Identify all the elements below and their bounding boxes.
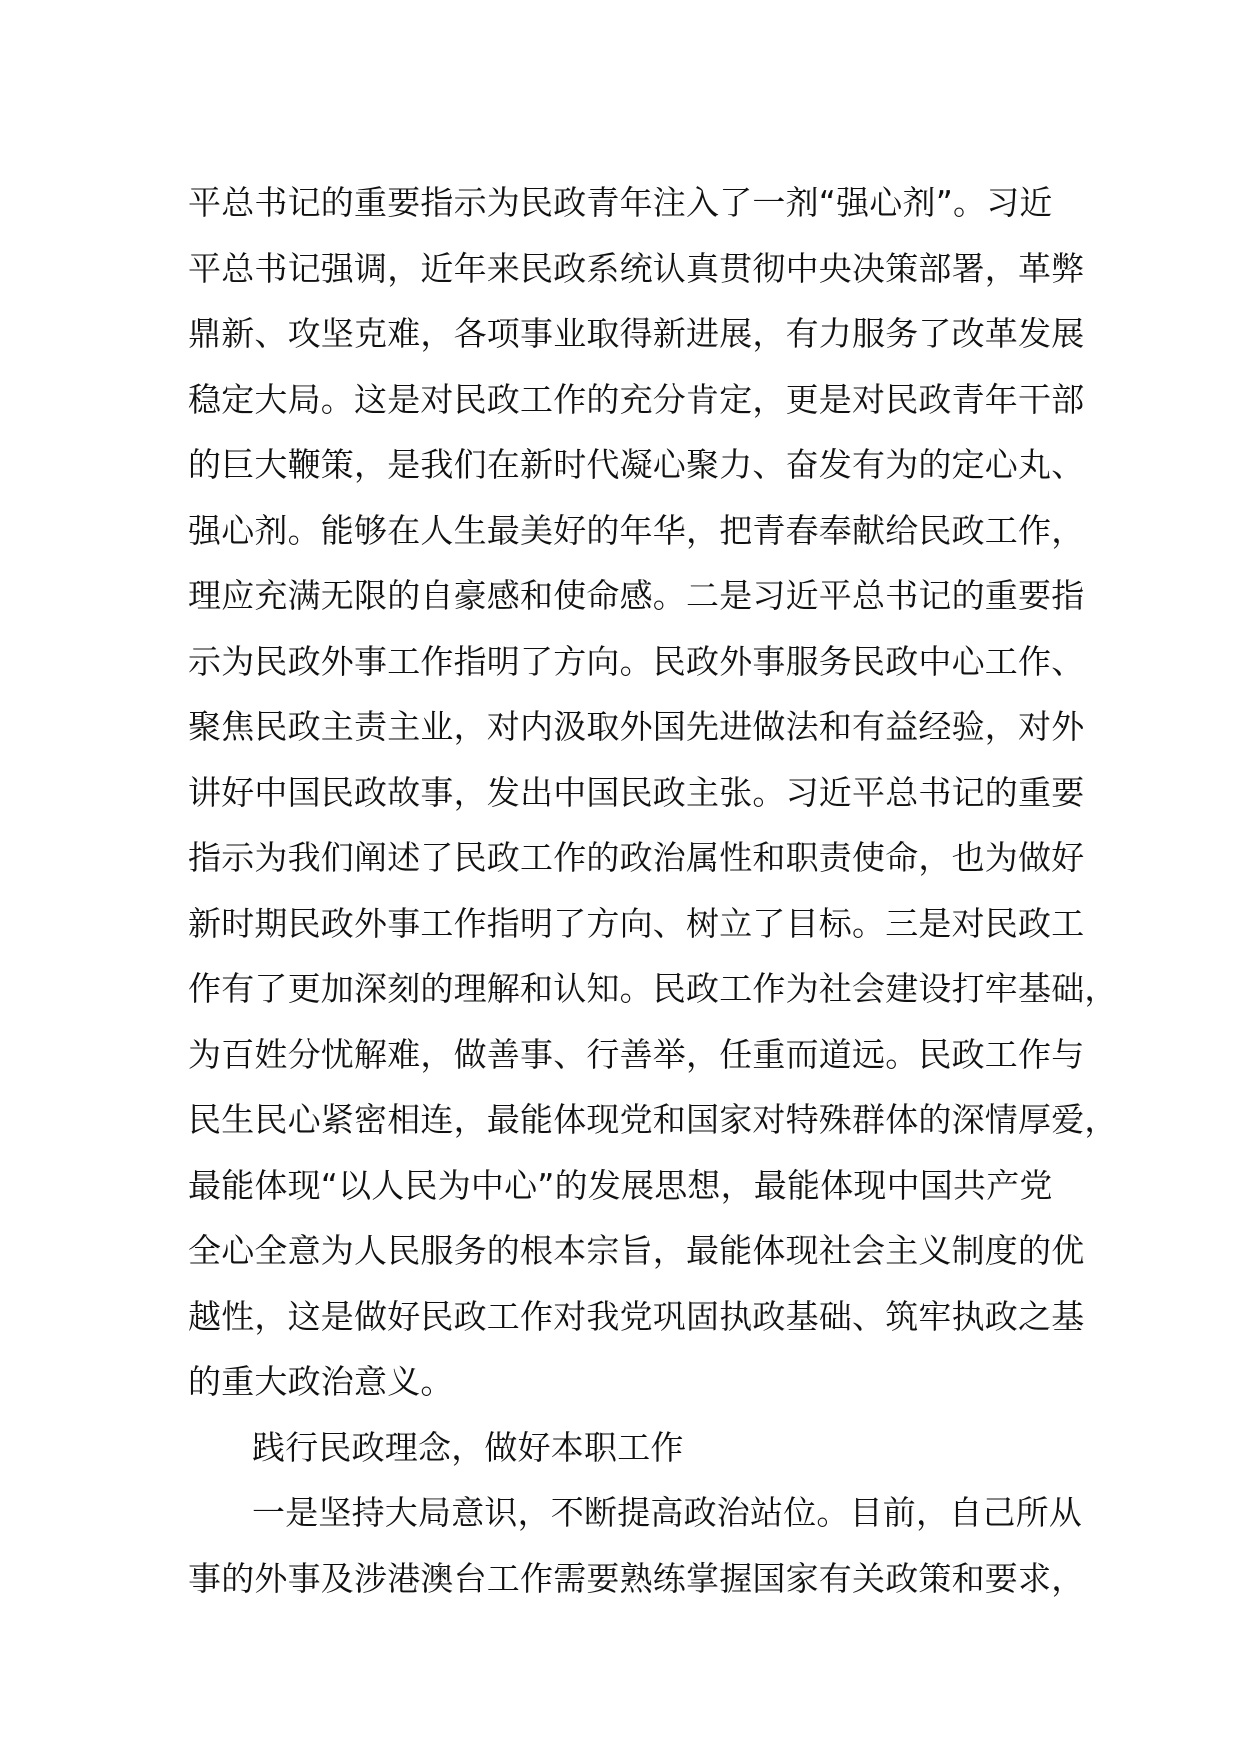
text-line: 示为民政外事工作指明了方向。民政外事服务民政中心工作、 [188,641,1085,681]
text-line: 为百姓分忧解难，做善事、行善举，任重而道远。民政工作与 [188,1034,1085,1074]
section-heading: 践行民政理念，做好本职工作 [252,1427,684,1467]
text-line: 一是坚持大局意识，不断提高政治站位。目前，自己所从 [252,1493,1082,1532]
text-line: 全心全意为人民服务的根本宗旨，最能体现社会主义制度的优 [188,1231,1085,1270]
text-line: 的重大政治意义。 [188,1362,454,1401]
text-line: 事的外事及涉港澳台工作需要熟练掌握国家有关政策和要求， [188,1558,1085,1598]
text-line: 理应充满无限的自豪感和使命感。二是习近平总书记的重要指 [188,576,1085,615]
text-line: 稳定大局。这是对民政工作的充分肯定，更是对民政青年干部 [188,379,1085,419]
text-line: 越性，这是做好民政工作对我党巩固执政基础、筑牢执政之基 [188,1296,1085,1336]
text-line: 强心剂。能够在人生最美好的年华，把青春奉献给民政工作， [188,510,1085,550]
text-line: 指示为我们阐述了民政工作的政治属性和职责使命，也为做好 [188,838,1085,877]
text-line: 作有了更加深刻的理解和认知。民政工作为社会建设打牢基础， [188,969,1118,1008]
text-line: 平总书记强调，近年来民政系统认真贯彻中央决策部署，革弊 [188,248,1085,288]
text-line: 的巨大鞭策，是我们在新时代凝心聚力、奋发有为的定心丸、 [188,445,1085,484]
text-line: 民生民心紧密相连，最能体现党和国家对特殊群体的深情厚爱， [188,1100,1118,1139]
text-line: 平总书记的重要指示为民政青年注入了一剂“强心剂”。习近 [188,183,1053,222]
text-line: 新时期民政外事工作指明了方向、树立了目标。三是对民政工 [188,903,1085,943]
body-text [188,170,1118,1611]
text-line: 讲好中国民政故事，发出中国民政主张。习近平总书记的重要 [188,772,1085,812]
text-line: 鼎新、攻坚克难，各项事业取得新进展，有力服务了改革发展 [188,314,1085,353]
text-line: 聚焦民政主责主业，对内汲取外国先进做法和有益经验，对外 [188,707,1085,746]
text-line: 最能体现“以人民为中心”的发展思想，最能体现中国共产党 [188,1165,1053,1205]
